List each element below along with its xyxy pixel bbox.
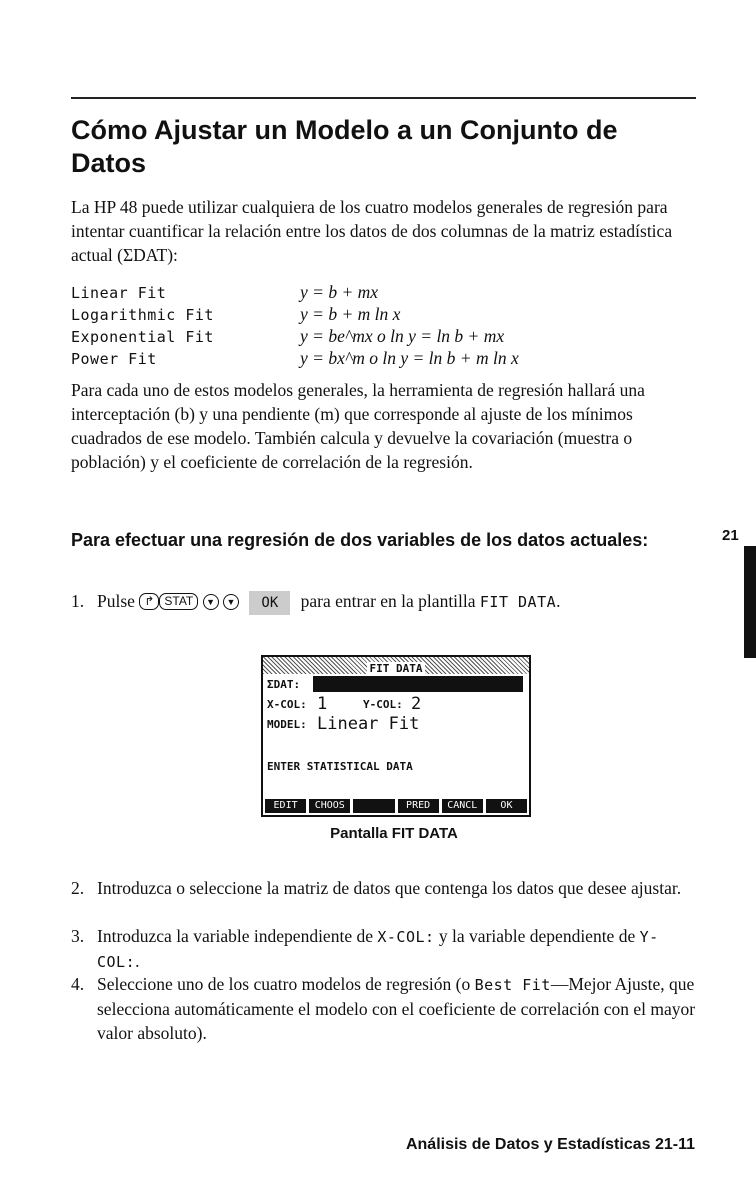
- step-text: Introduzca o seleccione la matriz de datos que contenga los datos que desee ajustar.: [97, 878, 682, 898]
- step-text: Pulse: [97, 591, 135, 611]
- blank-softkey[interactable]: [353, 799, 394, 813]
- model-row: [71, 348, 691, 370]
- chapter-tab-bar: [744, 546, 756, 658]
- code-text: X-COL:: [377, 928, 435, 946]
- model-row-screen: [263, 714, 529, 734]
- step-3: 3. Introduzca la variable independiente de X-COL: y la variable dependiente de Y-COL:.: [71, 926, 659, 971]
- step-text: —Mejor Ajuste, que selecciona automáticamente el modelo con el coeficiente de correlación con el mayor valor absoluto).: [97, 974, 696, 1043]
- step-text: y la variable dependiente de: [438, 926, 636, 946]
- code-text: Best Fit: [474, 976, 551, 994]
- step-text: para entrar en la plantilla: [300, 591, 476, 611]
- model-formula: y = b + mx: [300, 282, 379, 302]
- step-4: [71, 972, 696, 1045]
- edit-softkey[interactable]: EDIT: [265, 799, 306, 813]
- model-row: [71, 304, 691, 326]
- choose-softkey[interactable]: CHOOS: [309, 799, 350, 813]
- pred-softkey[interactable]: PRED: [398, 799, 439, 813]
- procedure-heading: Para efectuar una regresión de dos variables de los datos actuales:: [71, 530, 649, 550]
- step-number: 2.: [71, 878, 85, 898]
- model-row: [71, 282, 691, 304]
- step-number: 1.: [71, 591, 85, 611]
- model-list: [71, 282, 691, 370]
- down-arrow-key: ▼: [223, 594, 239, 610]
- regression-paragraph: Para cada uno de estos modelos generales, la herramienta de regresión hallará una interceptación (b) y una pendiente (m) que corresponde al ajuste de los mínimos cuadrados de ese modelo. También calcula y devuelve la covariación (muestra o población) y el coeficiente de correlación de la regresión.: [71, 380, 645, 472]
- step-text: Seleccione uno de los cuatro modelos de regresión (o: [97, 974, 471, 994]
- sdat-row: [263, 674, 529, 694]
- prompt-row: [263, 756, 529, 776]
- code-text: Y-COL:: [97, 928, 659, 971]
- col-row: [263, 694, 529, 714]
- step-number: 3.: [71, 926, 85, 946]
- intro-paragraph: La HP 48 puede utilizar cualquiera de los cuatro modelos generales de regresión para intentar cuantificar la relación entre los datos de dos columnas de la matriz estadística actual (ΣDAT):: [71, 197, 673, 265]
- page-footer: Análisis de Datos y Estadísticas 21-11: [405, 1136, 695, 1153]
- figure-caption: Pantalla FIT DATA: [330, 825, 458, 842]
- code-text: FIT DATA: [479, 593, 557, 611]
- xcol-field[interactable]: 1: [317, 694, 328, 714]
- stat-key: STAT: [159, 593, 198, 610]
- model-formula: y = bx^m o ln y = ln b + m ln x: [300, 348, 519, 368]
- step-text: Introduzca la variable independiente de: [97, 926, 373, 946]
- sdat-label: ΣDAT:: [267, 678, 301, 691]
- ycol-field[interactable]: 2: [411, 694, 422, 714]
- ok-softkey: OK: [249, 591, 290, 615]
- chapter-tab-number: 21: [722, 527, 739, 544]
- screen-prompt: ENTER STATISTICAL DATA: [267, 760, 413, 773]
- top-rule: [71, 97, 696, 99]
- model-field[interactable]: Linear Fit: [317, 714, 420, 734]
- cancel-softkey[interactable]: CANCL: [442, 799, 483, 813]
- ok-softkey-screen[interactable]: OK: [486, 799, 527, 813]
- model-formula: y = b + m ln x: [300, 304, 401, 324]
- calculator-screen: [261, 655, 531, 817]
- model-label: MODEL:: [267, 718, 307, 731]
- model-name: Linear Fit: [71, 284, 167, 302]
- section-title: Cómo Ajustar un Modelo a un Conjunto de Datos: [71, 115, 618, 178]
- step-number: 4.: [71, 974, 85, 994]
- softkey-bar: [265, 799, 527, 813]
- model-row: [71, 326, 691, 348]
- model-name: Logarithmic Fit: [71, 306, 214, 324]
- model-formula: y = be^mx o ln y = ln b + mx: [300, 326, 505, 346]
- step-1: 1. Pulse ↱ STAT ▼ ▼ OK para entrar en la plantilla FIT DATA.: [71, 589, 696, 615]
- down-arrow-key: ▼: [203, 594, 219, 610]
- screen-title-bar: [263, 657, 529, 674]
- sdat-field[interactable]: [313, 676, 523, 692]
- model-name: Exponential Fit: [71, 328, 214, 346]
- screen-title: FIT DATA: [367, 662, 426, 675]
- step-2: [71, 876, 696, 900]
- model-name: Power Fit: [71, 350, 157, 368]
- xcol-label: X-COL:: [267, 698, 307, 711]
- right-shift-key: ↱: [139, 593, 159, 610]
- ycol-label: Y-COL:: [363, 698, 403, 711]
